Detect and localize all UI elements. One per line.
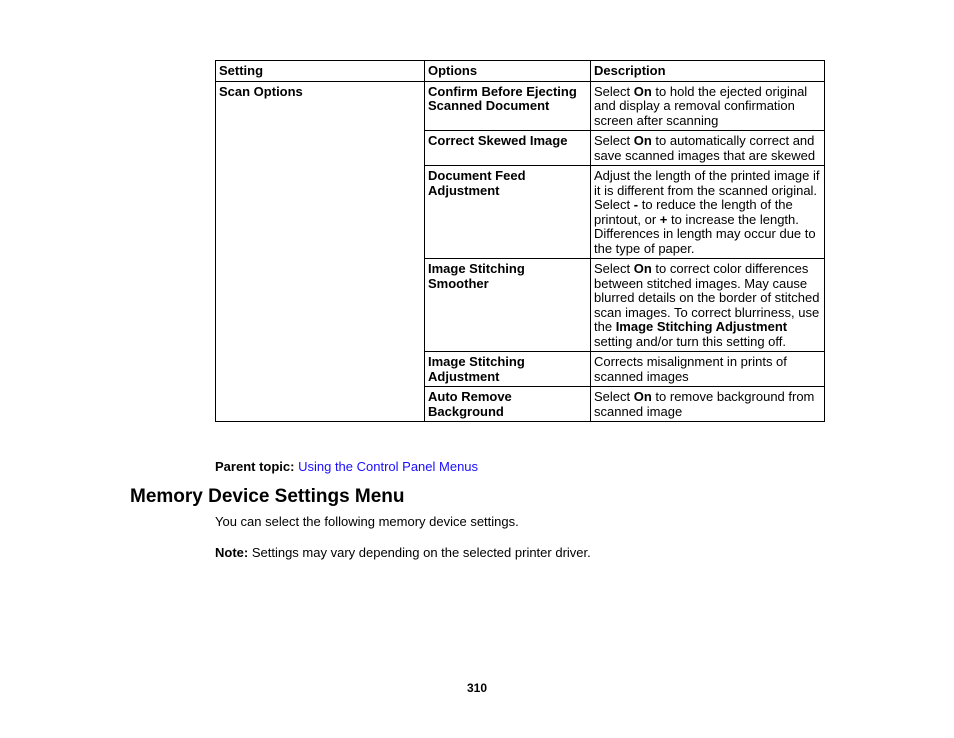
description-text: Select	[594, 133, 634, 148]
description-bold: On	[633, 83, 652, 99]
page-number: 310	[466, 681, 488, 695]
description-bold: -	[633, 197, 639, 212]
description-text: to reduce the length of the printout, or	[594, 197, 793, 227]
option-cell: Image Stitching Smoother	[425, 259, 591, 352]
table-row	[216, 81, 825, 131]
description-text: setting and/or turn this setting off.	[594, 333, 786, 349]
header-options: Options	[425, 61, 591, 82]
option-cell: Document Feed Adjustment	[425, 166, 591, 259]
parent-topic	[215, 459, 478, 474]
description-cell	[591, 131, 825, 166]
parent-topic-label: Parent topic:	[215, 459, 295, 474]
section-title: Memory Device Settings Menu	[130, 486, 405, 507]
description-bold: +	[659, 211, 668, 227]
description-bold: Image Stitching Adjustment	[615, 319, 788, 334]
scan-options-table	[215, 60, 825, 422]
option-cell: Auto Remove Background	[425, 387, 591, 422]
description-text: to remove background from scanned image	[594, 389, 815, 419]
parent-topic-link[interactable]: Using the Control Panel Menus	[298, 459, 479, 474]
description-text: Select	[594, 83, 634, 99]
note	[215, 545, 591, 560]
option-cell: Image Stitching Adjustment	[425, 352, 591, 387]
description-bold: On	[633, 133, 652, 148]
option-cell: Correct Skewed Image	[425, 131, 591, 166]
description-cell	[591, 259, 825, 352]
section-intro: You can select the following memory device settings.	[215, 514, 519, 529]
header-setting: Setting	[216, 61, 425, 82]
setting-cell: Scan Options	[216, 81, 425, 422]
description-text: Adjust the length of the printed image if it is different from the scanned original. Select	[594, 168, 820, 212]
table-body	[216, 81, 825, 422]
table-header-row	[216, 61, 825, 82]
option-cell: Confirm Before Ejecting Scanned Document	[425, 81, 591, 131]
description-text: Corrects misalignment in prints of scanned images	[594, 354, 787, 384]
description-text: Select	[594, 389, 634, 404]
description-text: to automatically correct and save scanned images that are skewed	[594, 133, 816, 163]
description-bold: On	[633, 261, 652, 276]
description-text: Select	[594, 261, 634, 276]
description-text: to hold the ejected original and display a removal confirmation screen after scanning	[594, 83, 808, 128]
description-bold: On	[633, 389, 652, 404]
note-text: Settings may vary depending on the selected printer driver.	[248, 545, 591, 560]
description-cell	[591, 166, 825, 259]
note-label: Note:	[215, 545, 249, 560]
description-text: to increase the length. Differences in length may occur due to the type of paper.	[594, 211, 816, 256]
description-cell	[591, 387, 825, 422]
header-description: Description	[591, 61, 825, 82]
description-cell	[591, 81, 825, 131]
description-cell	[591, 352, 825, 387]
description-text: to correct color differences between stitched images. May cause blurred details on the border of stitched scan images. To correct blurriness, use the	[594, 261, 820, 334]
